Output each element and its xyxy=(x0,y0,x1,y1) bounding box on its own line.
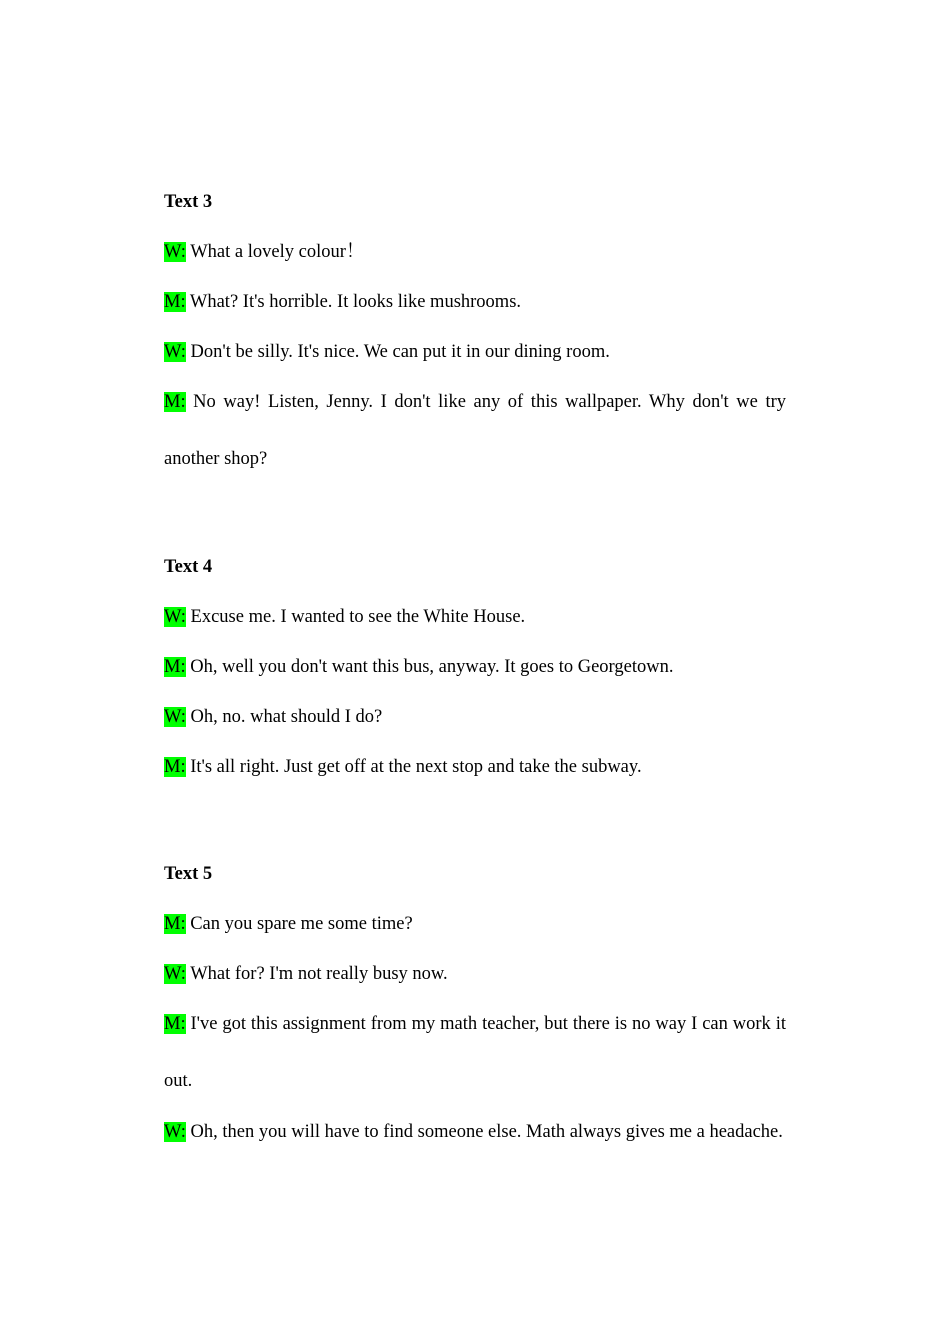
speaker-label: W: xyxy=(164,242,186,262)
section-spacer xyxy=(164,803,786,860)
dialogue-text: Oh, no. what should I do? xyxy=(185,707,383,727)
speaker-label: M: xyxy=(164,392,186,412)
document-body xyxy=(164,188,786,1169)
dialogue-text: What a lovely colour！ xyxy=(185,242,365,262)
dialogue-line xyxy=(164,996,786,1110)
dialogue-line xyxy=(164,338,786,366)
dialogue-text: What? It's horrible. It looks like mushrooms. xyxy=(185,292,522,312)
dialogue-text: Excuse me. I wanted to see the White House. xyxy=(185,607,526,627)
dialogue-line xyxy=(164,703,786,731)
speaker-label: W: xyxy=(164,707,186,727)
section-title: Text 3 xyxy=(164,192,213,212)
speaker-label: W: xyxy=(164,1122,186,1142)
speaker-label: M: xyxy=(164,1014,186,1034)
speaker-label: M: xyxy=(164,657,186,677)
dialogue-text: Can you spare me some time? xyxy=(185,914,413,934)
dialogue-line xyxy=(164,603,786,631)
dialogue-text: Oh, well you don't want this bus, anyway. It goes to Georgetown. xyxy=(185,657,674,677)
speaker-label: M: xyxy=(164,757,186,777)
dialogue-text: Don't be silly. It's nice. We can put it in our dining room. xyxy=(185,342,610,362)
section-text-4 xyxy=(164,553,786,781)
speaker-label: W: xyxy=(164,964,186,984)
dialogue-text: No way! Listen, Jenny. I don't like any of this wallpaper. Why don't we try another shop? xyxy=(164,392,786,469)
dialogue-text: I've got this assignment from my math teacher, but there is no way I can work it out. xyxy=(164,1014,786,1091)
section-text-5 xyxy=(164,860,786,1161)
section-spacer xyxy=(164,496,786,553)
dialogue-line xyxy=(164,374,786,488)
dialogue-line xyxy=(164,910,786,938)
dialogue-text: Oh, then you will have to find someone else. Math always gives me a headache. xyxy=(185,1122,783,1142)
dialogue-line xyxy=(164,238,786,266)
speaker-label: M: xyxy=(164,292,186,312)
dialogue-line xyxy=(164,753,786,781)
dialogue-text: What for? I'm not really busy now. xyxy=(185,964,448,984)
dialogue-line xyxy=(164,288,786,316)
dialogue-line xyxy=(164,1104,786,1161)
speaker-label: W: xyxy=(164,342,186,362)
section-title: Text 5 xyxy=(164,864,213,884)
dialogue-line xyxy=(164,653,786,681)
section-title: Text 4 xyxy=(164,557,213,577)
section-text-3 xyxy=(164,188,786,488)
speaker-label: M: xyxy=(164,914,186,934)
dialogue-text: It's all right. Just get off at the next stop and take the subway. xyxy=(185,757,642,777)
dialogue-line xyxy=(164,960,786,988)
speaker-label: W: xyxy=(164,607,186,627)
